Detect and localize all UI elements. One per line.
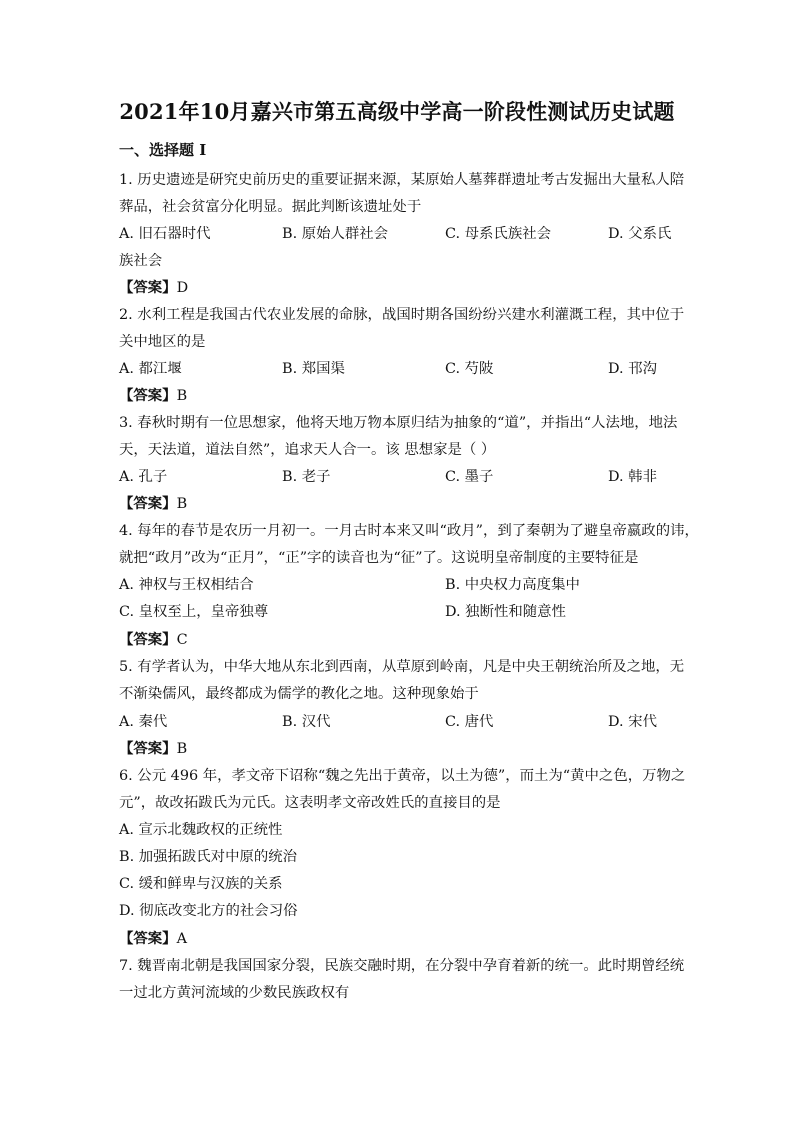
answer-value: B xyxy=(176,388,188,404)
question-2-option-a: A. 都江堰 xyxy=(119,361,182,377)
question-4-stem-line-2: 就把“政月”改为“正月”，“正”字的读音也为“征”了。这说明皇帝制度的主要特征是 xyxy=(119,550,639,566)
question-2-stem-line-2: 关中地区的是 xyxy=(119,334,206,350)
question-3-answer xyxy=(119,494,187,514)
question-5-option-d: D. 宋代 xyxy=(608,714,657,730)
question-2-option-c: C. 芍陂 xyxy=(445,361,494,377)
question-4-option-d: D. 独断性和随意性 xyxy=(445,604,566,620)
answer-tag: 【答案】 xyxy=(119,279,177,296)
answer-tag: 【答案】 xyxy=(119,740,177,757)
question-4-option-b: B. 中央权力高度集中 xyxy=(445,577,580,593)
question-3-stem-line-1: 3. 春秋时期有一位思想家，他将天地万物本原归结为抽象的“道”，并指出“人法地，地法 xyxy=(119,415,678,431)
question-1-stem-line-2: 葬品，社会贫富分化明显。据此判断该遗址处于 xyxy=(119,199,422,215)
question-6-option-c: C. 缓和鲜卑与汉族的关系 xyxy=(119,876,283,892)
answer-value: D xyxy=(176,280,189,296)
question-6-answer xyxy=(119,929,187,949)
question-4-answer xyxy=(119,630,188,650)
question-6-option-b: B. 加强拓跋氏对中原的统治 xyxy=(119,849,298,865)
question-1-answer xyxy=(119,278,188,298)
question-1-stem-line-1: 1. 历史遗迹是研究史前历史的重要证据来源，某原始人墓葬群遗址考古发掘出大量私人陪 xyxy=(119,172,685,188)
question-1-option-d-wrap: 族社会 xyxy=(119,253,163,269)
question-5-option-b: B. 汉代 xyxy=(282,714,331,730)
question-2-option-d: D. 邗沟 xyxy=(608,361,657,377)
question-3-option-d: D. 韩非 xyxy=(608,469,657,485)
question-3-option-b: B. 老子 xyxy=(282,469,331,485)
answer-tag: 【答案】 xyxy=(119,495,177,512)
question-1-option-d: D. 父系氏 xyxy=(608,226,672,242)
answer-tag: 【答案】 xyxy=(119,631,177,648)
question-3-stem-line-2: 天，天法道，道法自然”，追求天人合一。该 思想家是（ ） xyxy=(119,442,496,458)
question-1-option-c: C. 母系氏族社会 xyxy=(445,226,551,242)
question-7-stem-line-1: 7. 魏晋南北朝是我国国家分裂，民族交融时期，在分裂中孕育着新的统一。此时期曾经统 xyxy=(119,958,685,974)
question-5-option-c: C. 唐代 xyxy=(445,714,494,730)
answer-value: C xyxy=(176,632,188,648)
question-1-option-b: B. 原始人群社会 xyxy=(282,226,389,242)
question-4-option-c: C. 皇权至上，皇帝独尊 xyxy=(119,604,269,620)
question-5-option-a: A. 秦代 xyxy=(119,714,168,730)
answer-tag: 【答案】 xyxy=(119,930,177,947)
answer-value: A xyxy=(176,931,187,947)
question-5-stem-line-2: 不渐染儒风，最终都成为儒学的教化之地。这种现象始于 xyxy=(119,686,479,702)
question-7-stem-line-2: 一过北方黄河流域的少数民族政权有 xyxy=(119,985,350,1001)
question-2-option-b: B. 郑国渠 xyxy=(282,361,345,377)
question-2-stem-line-1: 2. 水利工程是我国古代农业发展的命脉，战国时期各国纷纷兴建水利灌溉工程，其中位于 xyxy=(119,307,685,323)
section-heading: 一、选择题 I xyxy=(119,141,207,159)
answer-value: B xyxy=(176,496,188,512)
question-6-stem-line-1: 6. 公元 496 年，孝文帝下诏称“魏之先出于黄帝，以土为德”，而土为“黄中之色，万物之 xyxy=(119,768,686,784)
question-2-answer xyxy=(119,386,187,406)
question-5-answer xyxy=(119,739,187,759)
question-3-option-a: A. 孔子 xyxy=(119,469,168,485)
answer-value: B xyxy=(176,741,188,757)
question-6-stem-line-2: 元”，故改拓跋氏为元氏。这表明孝文帝改姓氏的直接目的是 xyxy=(119,795,501,811)
question-1-option-a: A. 旧石器时代 xyxy=(119,226,211,242)
question-6-option-a: A. 宣示北魏政权的正统性 xyxy=(119,822,283,838)
page-title: 2021年10月嘉兴市第五高级中学高一阶段性测试历史试题 xyxy=(119,99,675,124)
question-4-stem-line-1: 4. 每年的春节是农历一月初一。一月古时本来又叫“政月”，到了秦朝为了避皇帝嬴政的讳， xyxy=(119,523,699,539)
question-5-stem-line-1: 5. 有学者认为，中华大地从东北到西南，从草原到岭南，凡是中央王朝统治所及之地，无 xyxy=(119,659,685,675)
question-4-option-a: A. 神权与王权相结合 xyxy=(119,577,254,593)
answer-tag: 【答案】 xyxy=(119,387,177,404)
question-3-option-c: C. 墨子 xyxy=(445,469,494,485)
question-6-option-d: D. 彻底改变北方的社会习俗 xyxy=(119,903,298,919)
